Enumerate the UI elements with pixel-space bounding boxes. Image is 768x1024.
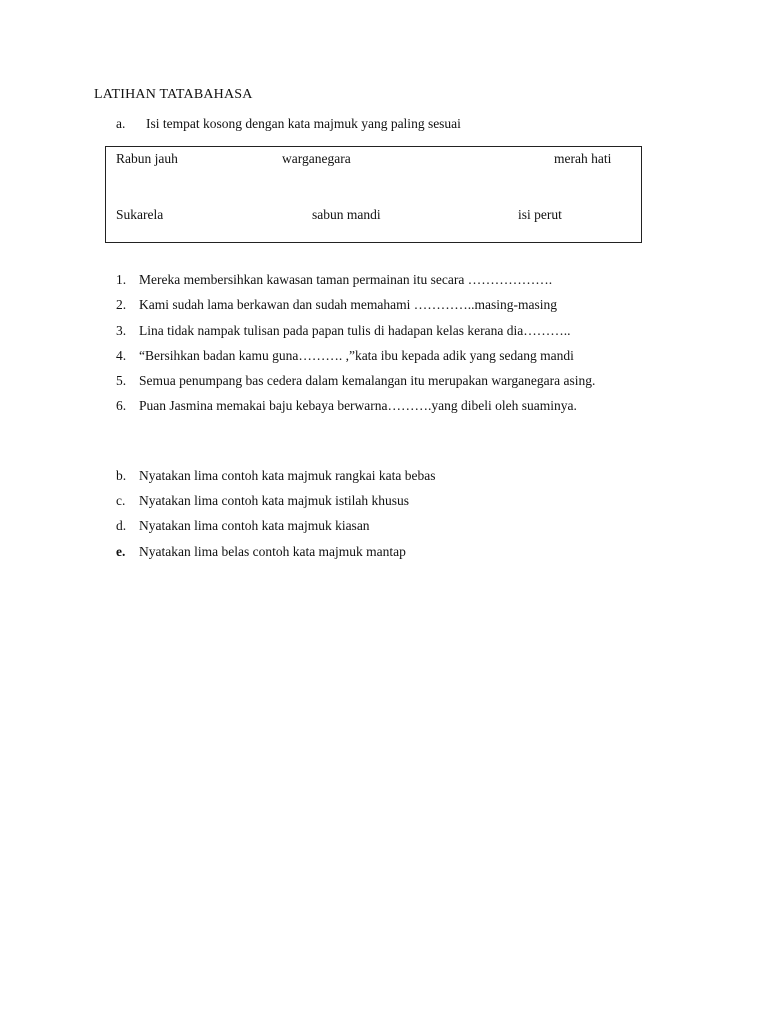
word-option: warganegara (282, 151, 351, 166)
part-label: d. (116, 518, 127, 533)
word-option: sabun mandi (312, 207, 381, 222)
question-text: Semua penumpang bas cedera dalam kemalangan itu merupakan warganegara asing. (139, 373, 596, 388)
word-option: isi perut (518, 207, 562, 222)
part-a-label: a. (116, 116, 126, 131)
part-item (116, 468, 436, 484)
question-text: “Bersihkan badan kamu guna………. ,”kata ibu kepada adik yang sedang mandi (139, 348, 574, 363)
part-item (116, 493, 409, 509)
question-text: Mereka membersihkan kawasan taman permainan itu secara ………………. (139, 272, 553, 287)
question-item (116, 373, 595, 389)
part-text: Nyatakan lima contoh kata majmuk istilah khusus (139, 493, 409, 508)
question-item (116, 398, 577, 414)
question-item (116, 297, 557, 313)
part-text: Nyatakan lima contoh kata majmuk kiasan (139, 518, 370, 533)
question-number: 6. (116, 398, 127, 413)
word-box (105, 146, 642, 243)
word-option: merah hati (554, 151, 612, 166)
question-number: 3. (116, 323, 127, 338)
part-label: b. (116, 468, 127, 483)
question-number: 4. (116, 348, 127, 363)
word-option: Rabun jauh (116, 151, 178, 166)
part-label: c. (116, 493, 126, 508)
question-item (116, 348, 574, 364)
question-text: Lina tidak nampak tulisan pada papan tulis di hadapan kelas kerana dia……….. (139, 323, 571, 338)
part-item (116, 544, 406, 560)
question-number: 5. (116, 373, 127, 388)
page-title: LATIHAN TATABAHASA (94, 87, 253, 102)
question-text: Puan Jasmina memakai baju kebaya berwarna……….yang dibeli oleh suaminya. (139, 398, 577, 413)
word-option: Sukarela (116, 207, 164, 222)
part-text: Nyatakan lima belas contoh kata majmuk mantap (139, 544, 406, 559)
part-item (116, 518, 370, 534)
question-number: 2. (116, 297, 127, 312)
part-a-text: Isi tempat kosong dengan kata majmuk yang paling sesuai (146, 116, 461, 131)
question-number: 1. (116, 272, 127, 287)
part-a-instruction (116, 116, 461, 132)
part-text: Nyatakan lima contoh kata majmuk rangkai kata bebas (139, 468, 436, 483)
question-item (116, 272, 552, 288)
part-label: e. (116, 544, 126, 559)
question-item (116, 323, 571, 339)
question-text: Kami sudah lama berkawan dan sudah memahami …………..masing-masing (139, 297, 558, 312)
